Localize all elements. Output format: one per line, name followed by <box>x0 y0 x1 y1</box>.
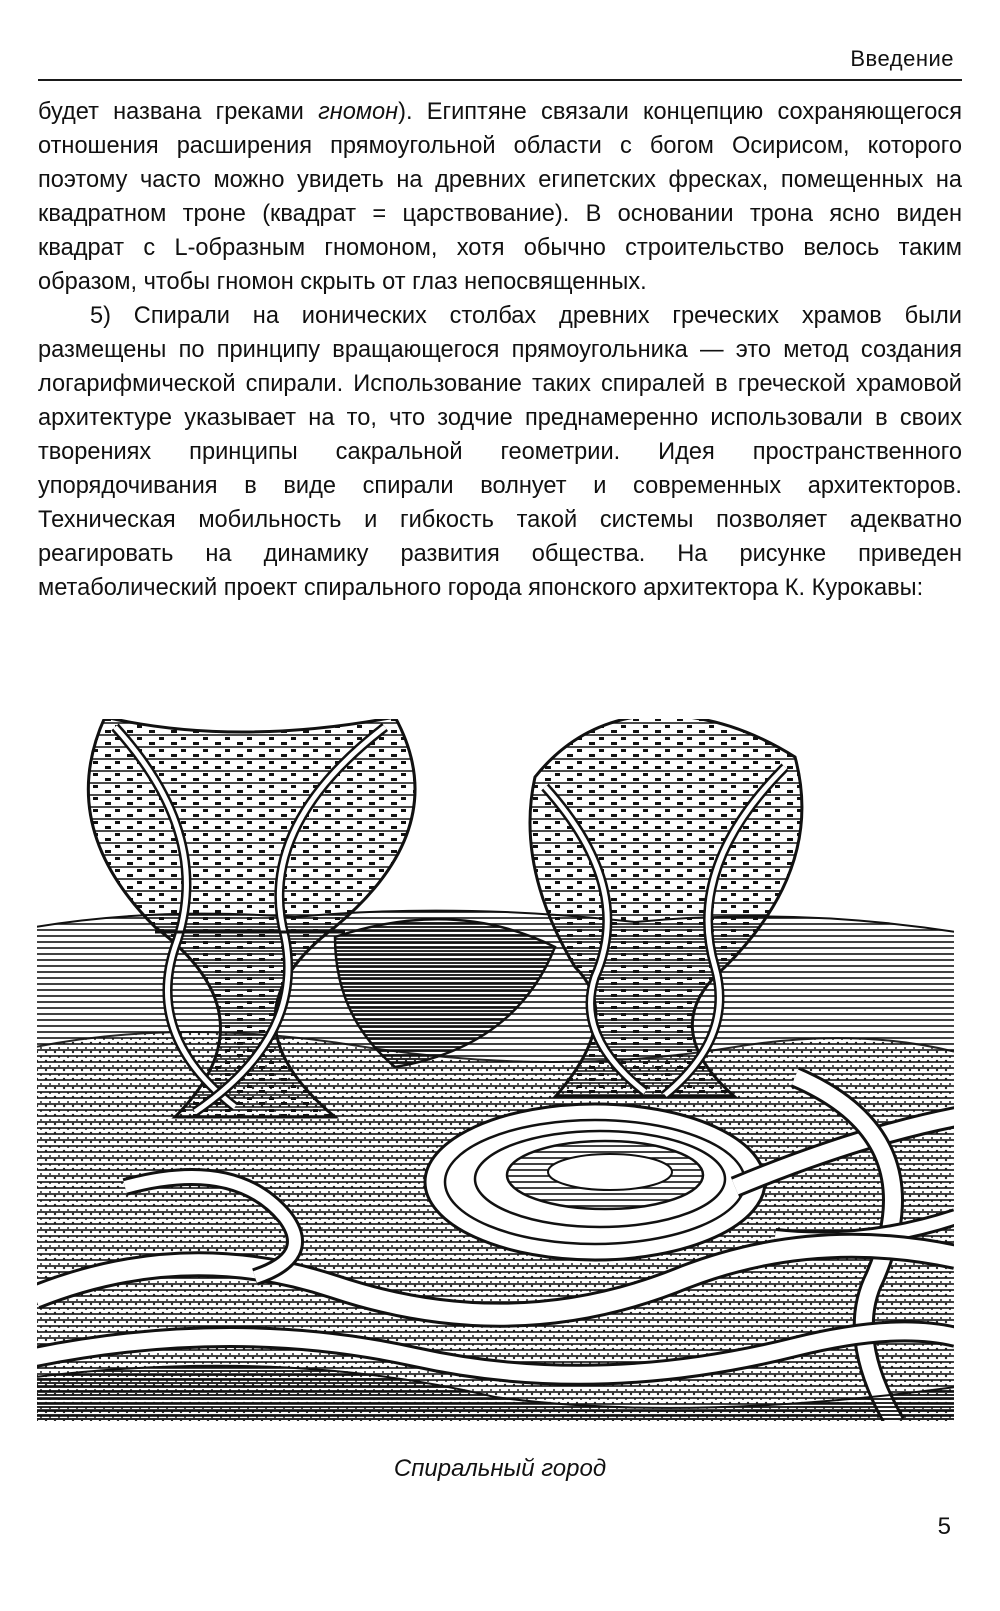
body-text <box>38 95 962 605</box>
paragraph-1-rest: ). Египтяне связали концепцию сохраняющегося отношения расширения прямоугольной области с богом Осирисом, которого поэтому часто можно увидеть на древних египетских фресках, помещенных на квадратном троне (квадрат = царствование). В основании трона ясно виден квадрат с L-образным гномоном, хотя обычно строительство велось таким образом, чтобы гномон скрыть от глаз непосвященных. <box>38 99 962 295</box>
term-gnomon: гномон <box>318 99 399 125</box>
spiral-city-illustration <box>35 717 956 1423</box>
running-head-section-title: Введение <box>850 46 954 71</box>
header-divider <box>38 79 962 81</box>
paragraph-1-start: будет названа греками <box>38 99 319 125</box>
paragraph-2: 5) Спирали на ионических столбах древних греческих храмов были размещены по принципу вращающегося прямоугольника — это метод создания логарифмической спирали. Использование таких спиралей в греческой храмовой архитектуре указывает на то, что зодчие преднамеренно использовали в своих творениях принципы сакральной геометрии. Идея пространственного упорядочивания в виде спирали волнует и современных архитекторов. Техническая мобильность и гибкость такой системы позволяет адекватно реагировать на динамику развития общества. На рисунке приведен метаболический проект спирального города японского архитектора К. Курокавы: <box>38 303 962 601</box>
paragraph-1 <box>38 95 962 299</box>
page-number: 5 <box>937 1513 951 1540</box>
spiral-city-drawing <box>35 717 956 1423</box>
figure-caption: Спиральный город <box>393 1455 607 1482</box>
